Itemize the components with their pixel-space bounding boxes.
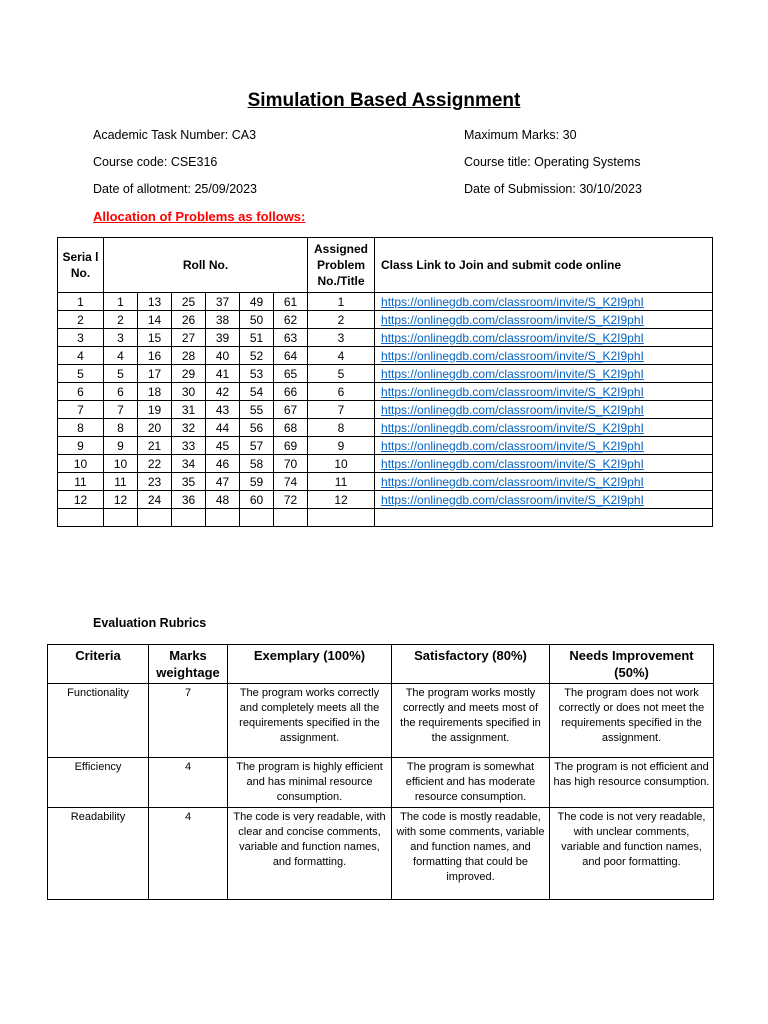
criteria-header: Criteria	[48, 645, 149, 684]
roll-cell: 72	[274, 491, 308, 509]
problem-cell: 2	[308, 311, 375, 329]
allocation-row	[58, 365, 713, 383]
problem-cell: 6	[308, 383, 375, 401]
class-invite-link[interactable]: https://onlinegdb.com/classroom/invite/S_K2I9phI	[381, 492, 644, 507]
rubrics-table	[47, 644, 714, 900]
roll-cell: 61	[274, 293, 308, 311]
rubrics-header-row	[48, 645, 714, 684]
roll-cell: 53	[240, 365, 274, 383]
roll-cell: 10	[104, 455, 138, 473]
roll-cell: 65	[274, 365, 308, 383]
roll-cell: 55	[240, 401, 274, 419]
class-invite-link[interactable]: https://onlinegdb.com/classroom/invite/S_K2I9phI	[381, 294, 644, 309]
link-cell	[375, 401, 713, 419]
date-of-allotment: Date of allotment: 25/09/2023	[93, 182, 258, 196]
satisfactory-header: Satisfactory (80%)	[392, 645, 550, 684]
exemplary-header: Exemplary (100%)	[228, 645, 392, 684]
roll-cell: 11	[104, 473, 138, 491]
rubric-satisfactory-cell: The program works mostly correctly and meets most of the requirements specified in the assignment.	[392, 684, 550, 758]
roll-cell: 35	[172, 473, 206, 491]
link-cell	[375, 437, 713, 455]
roll-cell: 38	[206, 311, 240, 329]
rubric-row	[48, 758, 714, 808]
roll-cell: 48	[206, 491, 240, 509]
rubric-needs-cell: The program does not work correctly or does not meet the requirements specified in the assignment.	[550, 684, 714, 758]
roll-cell: 7	[104, 401, 138, 419]
academic-task-number: Academic Task Number: CA3	[93, 128, 257, 142]
roll-cell: 56	[240, 419, 274, 437]
problem-header: Assigned Problem No./Title	[308, 238, 375, 293]
rubric-row	[48, 808, 714, 900]
empty-cell	[206, 509, 240, 527]
empty-cell	[58, 509, 104, 527]
rubric-exemplary-cell: The program is highly efficient and has minimal resource consumption.	[228, 758, 392, 808]
roll-cell: 22	[138, 455, 172, 473]
roll-cell: 40	[206, 347, 240, 365]
rubric-needs-cell: The program is not efficient and has high resource consumption.	[550, 758, 714, 808]
allocation-empty-row	[58, 509, 713, 527]
roll-cell: 59	[240, 473, 274, 491]
allocation-row	[58, 347, 713, 365]
link-cell	[375, 347, 713, 365]
weightage-header: Marks weightage	[149, 645, 228, 684]
roll-cell: 49	[240, 293, 274, 311]
empty-cell	[240, 509, 274, 527]
roll-cell: 69	[274, 437, 308, 455]
link-cell	[375, 365, 713, 383]
empty-cell	[138, 509, 172, 527]
roll-cell: 29	[172, 365, 206, 383]
problem-cell: 12	[308, 491, 375, 509]
roll-cell: 74	[274, 473, 308, 491]
roll-cell: 39	[206, 329, 240, 347]
roll-cell: 19	[138, 401, 172, 419]
serial-cell: 5	[58, 365, 104, 383]
serial-cell: 6	[58, 383, 104, 401]
link-cell	[375, 491, 713, 509]
empty-cell	[375, 509, 713, 527]
roll-cell: 34	[172, 455, 206, 473]
roll-cell: 43	[206, 401, 240, 419]
roll-cell: 13	[138, 293, 172, 311]
problem-cell: 9	[308, 437, 375, 455]
serial-cell: 7	[58, 401, 104, 419]
serial-header: Seria l No.	[58, 238, 104, 293]
rubric-weight-cell: 4	[149, 758, 228, 808]
rubrics-label: Evaluation Rubrics	[93, 616, 207, 630]
problem-cell: 10	[308, 455, 375, 473]
empty-cell	[274, 509, 308, 527]
roll-cell: 24	[138, 491, 172, 509]
rubric-criteria-cell: Functionality	[48, 684, 149, 758]
roll-cell: 62	[274, 311, 308, 329]
problem-cell: 8	[308, 419, 375, 437]
serial-cell: 4	[58, 347, 104, 365]
empty-cell	[308, 509, 375, 527]
allocation-row	[58, 293, 713, 311]
class-invite-link[interactable]: https://onlinegdb.com/classroom/invite/S_K2I9phI	[381, 420, 644, 435]
roll-cell: 57	[240, 437, 274, 455]
link-cell	[375, 383, 713, 401]
roll-cell: 16	[138, 347, 172, 365]
class-invite-link[interactable]: https://onlinegdb.com/classroom/invite/S_K2I9phI	[381, 402, 644, 417]
roll-cell: 66	[274, 383, 308, 401]
serial-cell: 11	[58, 473, 104, 491]
roll-cell: 42	[206, 383, 240, 401]
roll-cell: 60	[240, 491, 274, 509]
roll-cell: 1	[104, 293, 138, 311]
class-invite-link[interactable]: https://onlinegdb.com/classroom/invite/S_K2I9phI	[381, 456, 644, 471]
allocation-table	[57, 237, 713, 527]
roll-cell: 45	[206, 437, 240, 455]
link-cell	[375, 455, 713, 473]
roll-cell: 54	[240, 383, 274, 401]
rubric-exemplary-cell: The program works correctly and completely meets all the requirements specified in the assignment.	[228, 684, 392, 758]
class-invite-link[interactable]: https://onlinegdb.com/classroom/invite/S_K2I9phI	[381, 312, 644, 327]
link-cell	[375, 329, 713, 347]
allocation-row	[58, 437, 713, 455]
roll-cell: 36	[172, 491, 206, 509]
roll-cell: 18	[138, 383, 172, 401]
serial-cell: 9	[58, 437, 104, 455]
class-invite-link[interactable]: https://onlinegdb.com/classroom/invite/S_K2I9phI	[381, 348, 644, 363]
roll-cell: 44	[206, 419, 240, 437]
allocation-row	[58, 329, 713, 347]
roll-cell: 9	[104, 437, 138, 455]
roll-cell: 2	[104, 311, 138, 329]
rubric-needs-cell: The code is not very readable, with unclear comments, variable and function names, and poor formatting.	[550, 808, 714, 900]
serial-cell: 10	[58, 455, 104, 473]
link-header: Class Link to Join and submit code online	[375, 238, 713, 293]
problem-cell: 11	[308, 473, 375, 491]
problem-cell: 3	[308, 329, 375, 347]
roll-cell: 70	[274, 455, 308, 473]
document-title: Simulation Based Assignment	[247, 90, 521, 111]
roll-cell: 33	[172, 437, 206, 455]
class-invite-link[interactable]: https://onlinegdb.com/classroom/invite/S_K2I9phI	[381, 366, 644, 381]
roll-cell: 32	[172, 419, 206, 437]
allocation-header-row	[58, 238, 713, 293]
problem-cell: 7	[308, 401, 375, 419]
roll-cell: 15	[138, 329, 172, 347]
roll-cell: 63	[274, 329, 308, 347]
maximum-marks: Maximum Marks: 30	[464, 128, 577, 142]
roll-header: Roll No.	[104, 238, 308, 293]
rubric-weight-cell: 4	[149, 808, 228, 900]
allocation-row	[58, 473, 713, 491]
serial-cell: 12	[58, 491, 104, 509]
roll-cell: 6	[104, 383, 138, 401]
link-cell	[375, 293, 713, 311]
allocation-row	[58, 311, 713, 329]
roll-cell: 51	[240, 329, 274, 347]
roll-cell: 20	[138, 419, 172, 437]
roll-cell: 67	[274, 401, 308, 419]
rubric-satisfactory-cell: The program is somewhat efficient and has moderate resource consumption.	[392, 758, 550, 808]
rubric-exemplary-cell: The code is very readable, with clear and concise comments, variable and function names, and formatting.	[228, 808, 392, 900]
rubric-weight-cell: 7	[149, 684, 228, 758]
rubric-criteria-cell: Efficiency	[48, 758, 149, 808]
roll-cell: 14	[138, 311, 172, 329]
empty-cell	[172, 509, 206, 527]
roll-cell: 3	[104, 329, 138, 347]
roll-cell: 21	[138, 437, 172, 455]
link-cell	[375, 419, 713, 437]
serial-cell: 3	[58, 329, 104, 347]
allocation-row	[58, 455, 713, 473]
problem-cell: 1	[308, 293, 375, 311]
roll-cell: 12	[104, 491, 138, 509]
roll-cell: 58	[240, 455, 274, 473]
allocation-row	[58, 383, 713, 401]
roll-cell: 26	[172, 311, 206, 329]
problem-cell: 5	[308, 365, 375, 383]
rubric-satisfactory-cell: The code is mostly readable, with some comments, variable and function names, and formatting that could be improved.	[392, 808, 550, 900]
roll-cell: 64	[274, 347, 308, 365]
roll-cell: 52	[240, 347, 274, 365]
rubric-row	[48, 684, 714, 758]
roll-cell: 37	[206, 293, 240, 311]
course-code: Course code: CSE316	[93, 155, 218, 169]
roll-cell: 5	[104, 365, 138, 383]
allocation-row	[58, 401, 713, 419]
roll-cell: 23	[138, 473, 172, 491]
roll-cell: 31	[172, 401, 206, 419]
problem-cell: 4	[308, 347, 375, 365]
roll-cell: 41	[206, 365, 240, 383]
roll-cell: 28	[172, 347, 206, 365]
roll-cell: 25	[172, 293, 206, 311]
serial-cell: 2	[58, 311, 104, 329]
course-title: Course title: Operating Systems	[464, 155, 641, 169]
class-invite-link[interactable]: https://onlinegdb.com/classroom/invite/S_K2I9phI	[381, 330, 644, 345]
allocation-heading: Allocation of Problems as follows:	[93, 209, 306, 224]
class-invite-link[interactable]: https://onlinegdb.com/classroom/invite/S_K2I9phI	[381, 474, 644, 489]
roll-cell: 68	[274, 419, 308, 437]
class-invite-link[interactable]: https://onlinegdb.com/classroom/invite/S_K2I9phI	[381, 384, 644, 399]
needs-improvement-header: Needs Improvement (50%)	[550, 645, 714, 684]
roll-cell: 8	[104, 419, 138, 437]
roll-cell: 46	[206, 455, 240, 473]
roll-cell: 17	[138, 365, 172, 383]
empty-cell	[104, 509, 138, 527]
rubric-criteria-cell: Readability	[48, 808, 149, 900]
date-of-submission: Date of Submission: 30/10/2023	[464, 182, 642, 196]
roll-cell: 47	[206, 473, 240, 491]
link-cell	[375, 473, 713, 491]
class-invite-link[interactable]: https://onlinegdb.com/classroom/invite/S_K2I9phI	[381, 438, 644, 453]
allocation-row	[58, 491, 713, 509]
serial-cell: 1	[58, 293, 104, 311]
roll-cell: 50	[240, 311, 274, 329]
roll-cell: 4	[104, 347, 138, 365]
allocation-row	[58, 419, 713, 437]
serial-cell: 8	[58, 419, 104, 437]
roll-cell: 30	[172, 383, 206, 401]
roll-cell: 27	[172, 329, 206, 347]
link-cell	[375, 311, 713, 329]
